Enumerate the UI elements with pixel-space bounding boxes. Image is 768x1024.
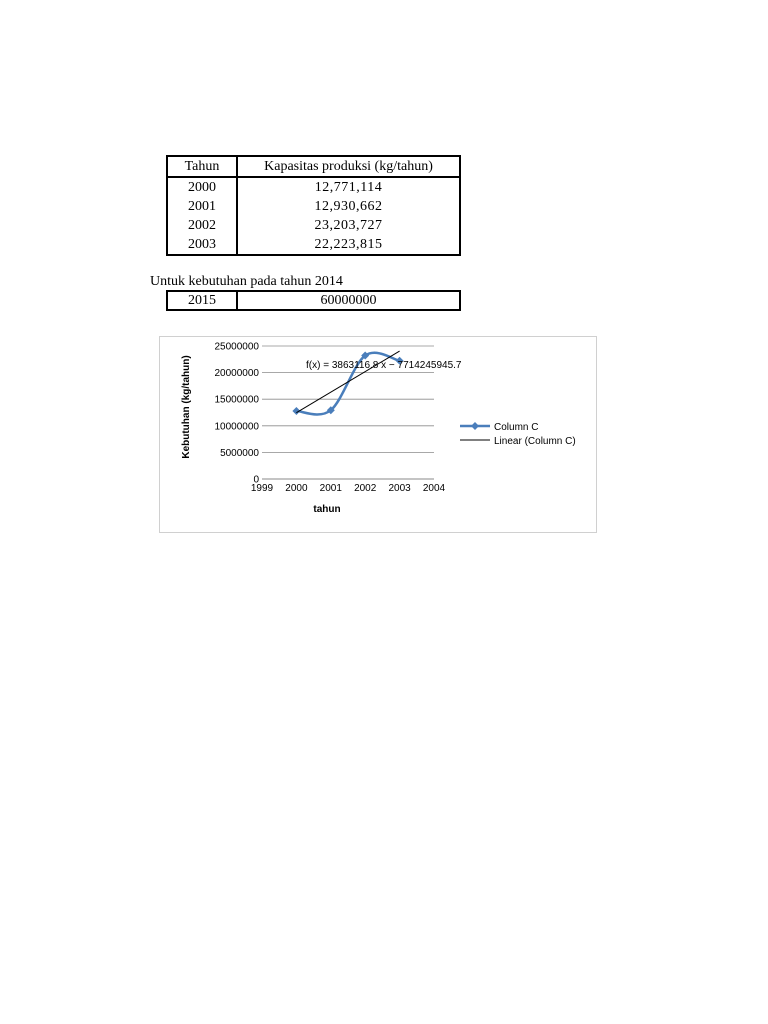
production-table-header [167, 156, 460, 177]
y-tick-label: 20000000 [214, 368, 259, 380]
table-row [167, 197, 460, 216]
legend-marker-icon [471, 422, 479, 430]
year-cell: 2002 [167, 216, 237, 235]
requirement-year-cell: 2015 [167, 291, 237, 310]
y-tick-label: 15000000 [214, 394, 259, 406]
y-tick-label: 5000000 [220, 447, 259, 459]
capacity-cell: 12,771,114 [314, 180, 383, 195]
year-cell: 2003 [167, 235, 237, 255]
table-row [167, 216, 460, 235]
x-tick-label: 1999 [250, 483, 274, 494]
capacity-header: Kapasitas produksi (kg/tahun) [237, 156, 460, 177]
legend-label-column-c: Column C [494, 422, 539, 433]
table-row [167, 177, 460, 197]
y-tick-label: 10000000 [214, 421, 259, 433]
y-tick-labels [215, 342, 260, 486]
legend [460, 422, 576, 447]
chart-area [159, 336, 597, 533]
year-cell: 2001 [167, 197, 237, 216]
x-tick-label: 2004 [422, 483, 446, 494]
x-tick-label: 2000 [285, 483, 308, 494]
x-tick-label: 2002 [354, 483, 377, 494]
capacity-cell: 23,203,727 [314, 218, 383, 233]
requirement-value-cell: 60000000 [320, 293, 377, 308]
trendline-equation: f(x) = 3863116.8 x − 7714245945.7 [306, 360, 462, 371]
year-header: Tahun [167, 156, 237, 177]
table-row [167, 235, 460, 255]
capacity-cell: 12,930,662 [314, 199, 383, 214]
x-axis-title: tahun [313, 504, 341, 515]
year-cell: 2000 [167, 177, 237, 197]
table-row [167, 291, 460, 310]
x-tick-label: 2001 [319, 483, 342, 494]
production-table [166, 155, 461, 256]
requirement-note: Untuk kebutuhan pada tahun 2014 [150, 274, 343, 289]
x-tick-labels [251, 483, 446, 494]
x-tick-label: 2003 [388, 483, 411, 494]
legend-label-linear: Linear (Column C) [494, 436, 576, 447]
y-tick-label: 25000000 [214, 341, 259, 353]
capacity-cell: 22,223,815 [314, 237, 383, 252]
y-tick-label: 0 [253, 474, 259, 486]
requirement-table [166, 290, 461, 311]
y-axis-title: Kebutuhan (kg/tahun) [181, 355, 192, 459]
trend-chart [160, 337, 596, 532]
